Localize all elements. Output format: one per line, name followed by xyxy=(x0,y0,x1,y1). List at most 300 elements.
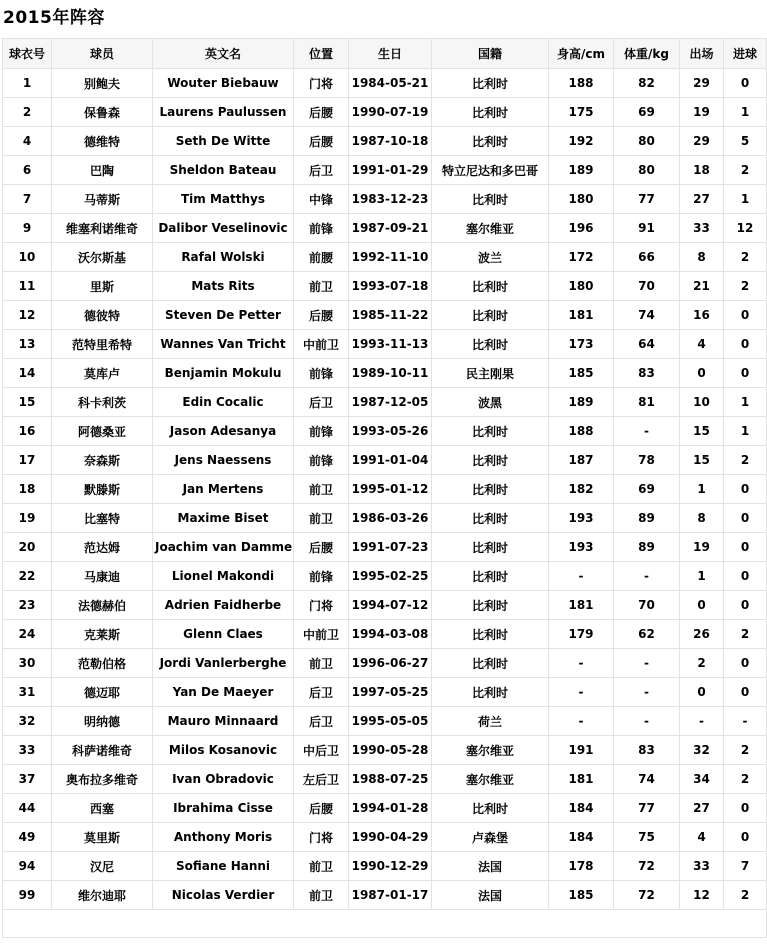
cell: Jordi Vanlerberghe xyxy=(153,649,294,678)
cell: 德彼特 xyxy=(52,301,153,330)
cell: 荷兰 xyxy=(432,707,549,736)
cell: 20 xyxy=(3,533,52,562)
cell: 19 xyxy=(680,533,724,562)
cell: 门将 xyxy=(294,591,349,620)
cell: 维尔迪耶 xyxy=(52,881,153,910)
cell: 18 xyxy=(3,475,52,504)
cell: 74 xyxy=(614,765,680,794)
cell: Glenn Claes xyxy=(153,620,294,649)
cell: 181 xyxy=(549,765,614,794)
cell: Benjamin Mokulu xyxy=(153,359,294,388)
table-row xyxy=(3,794,767,823)
cell: 181 xyxy=(549,591,614,620)
cell: 181 xyxy=(549,301,614,330)
cell: 64 xyxy=(614,330,680,359)
cell: 汉尼 xyxy=(52,852,153,881)
cell: 33 xyxy=(3,736,52,765)
cell: Maxime Biset xyxy=(153,504,294,533)
cell: 99 xyxy=(3,881,52,910)
cell: Dalibor Veselinovic xyxy=(153,214,294,243)
cell: 法德赫伯 xyxy=(52,591,153,620)
cell: 18 xyxy=(680,156,724,185)
cell: 8 xyxy=(680,243,724,272)
cell: 比利时 xyxy=(432,504,549,533)
cell: 1987-10-18 xyxy=(349,127,432,156)
cell: 12 xyxy=(3,301,52,330)
cell: 科卡利茨 xyxy=(52,388,153,417)
cell: 26 xyxy=(680,620,724,649)
cell: 33 xyxy=(680,852,724,881)
cell: 66 xyxy=(614,243,680,272)
cell: - xyxy=(680,707,724,736)
cell: 1987-01-17 xyxy=(349,881,432,910)
cell: 0 xyxy=(724,533,767,562)
cell: 1989-10-11 xyxy=(349,359,432,388)
column-header-1: 球员 xyxy=(52,39,153,69)
header-row xyxy=(3,39,767,69)
cell: 范勒伯格 xyxy=(52,649,153,678)
cell: 6 xyxy=(3,156,52,185)
cell: 里斯 xyxy=(52,272,153,301)
cell: 0 xyxy=(724,504,767,533)
cell: 83 xyxy=(614,359,680,388)
cell: 77 xyxy=(614,185,680,214)
column-header-2: 英文名 xyxy=(153,39,294,69)
table-row xyxy=(3,649,767,678)
cell: 180 xyxy=(549,272,614,301)
cell: 比利时 xyxy=(432,678,549,707)
cell: 16 xyxy=(680,301,724,330)
cell: 塞尔维亚 xyxy=(432,214,549,243)
cell: 阿德桑亚 xyxy=(52,417,153,446)
cell: 2 xyxy=(724,620,767,649)
cell: 49 xyxy=(3,823,52,852)
cell: 77 xyxy=(614,794,680,823)
cell: 特立尼达和多巴哥 xyxy=(432,156,549,185)
table-row xyxy=(3,475,767,504)
cell: Anthony Moris xyxy=(153,823,294,852)
cell: 0 xyxy=(680,359,724,388)
cell: 门将 xyxy=(294,69,349,98)
cell: 比利时 xyxy=(432,127,549,156)
cell: 94 xyxy=(3,852,52,881)
cell: 后卫 xyxy=(294,156,349,185)
cell: 2 xyxy=(724,272,767,301)
cell: 比利时 xyxy=(432,185,549,214)
cell: 24 xyxy=(3,620,52,649)
cell: 80 xyxy=(614,156,680,185)
cell: 7 xyxy=(724,852,767,881)
cell: 27 xyxy=(680,794,724,823)
cell: 1993-07-18 xyxy=(349,272,432,301)
cell: 波兰 xyxy=(432,243,549,272)
table-row xyxy=(3,591,767,620)
cell: 182 xyxy=(549,475,614,504)
cell: 184 xyxy=(549,794,614,823)
cell: 法国 xyxy=(432,881,549,910)
cell: Wouter Biebauw xyxy=(153,69,294,98)
cell: 前锋 xyxy=(294,214,349,243)
cell: - xyxy=(724,707,767,736)
cell: 1990-12-29 xyxy=(349,852,432,881)
cell: 中前卫 xyxy=(294,330,349,359)
cell: - xyxy=(614,649,680,678)
cell: 192 xyxy=(549,127,614,156)
cell: 范达姆 xyxy=(52,533,153,562)
cell: 后卫 xyxy=(294,388,349,417)
cell: 69 xyxy=(614,475,680,504)
cell: 后腰 xyxy=(294,98,349,127)
cell: 1991-07-23 xyxy=(349,533,432,562)
cell: 2 xyxy=(3,98,52,127)
cell: 1996-06-27 xyxy=(349,649,432,678)
cell: 81 xyxy=(614,388,680,417)
cell: 27 xyxy=(680,185,724,214)
cell: Laurens Paulussen xyxy=(153,98,294,127)
cell: - xyxy=(549,562,614,591)
cell: 比利时 xyxy=(432,69,549,98)
cell: 1 xyxy=(680,562,724,591)
cell: 1 xyxy=(724,185,767,214)
column-header-0: 球衣号 xyxy=(3,39,52,69)
cell: 23 xyxy=(3,591,52,620)
cell: 比利时 xyxy=(432,533,549,562)
cell: 7 xyxy=(3,185,52,214)
cell: 1 xyxy=(3,69,52,98)
squad-table-header xyxy=(3,39,767,69)
cell: 178 xyxy=(549,852,614,881)
cell: 后腰 xyxy=(294,794,349,823)
cell: 1987-12-05 xyxy=(349,388,432,417)
cell: 莫库卢 xyxy=(52,359,153,388)
cell: 1986-03-26 xyxy=(349,504,432,533)
cell: Jan Mertens xyxy=(153,475,294,504)
cell: 32 xyxy=(3,707,52,736)
cell: 196 xyxy=(549,214,614,243)
cell: Ivan Obradovic xyxy=(153,765,294,794)
cell: 0 xyxy=(724,678,767,707)
cell: 左后卫 xyxy=(294,765,349,794)
cell: 前卫 xyxy=(294,504,349,533)
table-row xyxy=(3,185,767,214)
cell: 2 xyxy=(724,446,767,475)
cell: 172 xyxy=(549,243,614,272)
cell: 2 xyxy=(724,765,767,794)
column-header-4: 生日 xyxy=(349,39,432,69)
column-header-8: 出场 xyxy=(680,39,724,69)
cell: Tim Matthys xyxy=(153,185,294,214)
cell: 30 xyxy=(3,649,52,678)
cell: 184 xyxy=(549,823,614,852)
table-row xyxy=(3,678,767,707)
column-header-9: 进球 xyxy=(724,39,767,69)
cell: 62 xyxy=(614,620,680,649)
table-row xyxy=(3,127,767,156)
cell: 1991-01-29 xyxy=(349,156,432,185)
cell: 78 xyxy=(614,446,680,475)
cell: Steven De Petter xyxy=(153,301,294,330)
cell: Jason Adesanya xyxy=(153,417,294,446)
cell: 1994-01-28 xyxy=(349,794,432,823)
cell: 32 xyxy=(680,736,724,765)
cell: 0 xyxy=(724,823,767,852)
cell: 72 xyxy=(614,852,680,881)
cell: 5 xyxy=(724,127,767,156)
cell: 中后卫 xyxy=(294,736,349,765)
cell: 15 xyxy=(680,417,724,446)
cell: 1992-11-10 xyxy=(349,243,432,272)
cell: - xyxy=(614,417,680,446)
cell: 后腰 xyxy=(294,533,349,562)
cell: 1988-07-25 xyxy=(349,765,432,794)
table-row xyxy=(3,533,767,562)
cell: 别鲍夫 xyxy=(52,69,153,98)
cell: 中锋 xyxy=(294,185,349,214)
cell: 11 xyxy=(3,272,52,301)
cell: 比利时 xyxy=(432,620,549,649)
cell: 83 xyxy=(614,736,680,765)
cell: Sofiane Hanni xyxy=(153,852,294,881)
column-header-3: 位置 xyxy=(294,39,349,69)
cell: 前卫 xyxy=(294,475,349,504)
table-row xyxy=(3,214,767,243)
cell: 69 xyxy=(614,98,680,127)
cell: 沃尔斯基 xyxy=(52,243,153,272)
table-row xyxy=(3,243,767,272)
cell: 193 xyxy=(549,504,614,533)
cell: 维塞利诺维奇 xyxy=(52,214,153,243)
cell: 10 xyxy=(3,243,52,272)
cell: 后腰 xyxy=(294,301,349,330)
cell: 1995-02-25 xyxy=(349,562,432,591)
cell: 1990-07-19 xyxy=(349,98,432,127)
cell: 14 xyxy=(3,359,52,388)
cell: 29 xyxy=(680,127,724,156)
cell: 188 xyxy=(549,417,614,446)
cell: - xyxy=(549,707,614,736)
cell: - xyxy=(614,707,680,736)
cell: 22 xyxy=(3,562,52,591)
cell: 前腰 xyxy=(294,243,349,272)
cell: Jens Naessens xyxy=(153,446,294,475)
table-row xyxy=(3,330,767,359)
empty-cell xyxy=(3,910,767,938)
table-row xyxy=(3,765,767,794)
cell: 莫里斯 xyxy=(52,823,153,852)
cell: 0 xyxy=(724,649,767,678)
cell: 187 xyxy=(549,446,614,475)
column-header-5: 国籍 xyxy=(432,39,549,69)
cell: 2 xyxy=(724,736,767,765)
cell: 1 xyxy=(724,98,767,127)
cell: 19 xyxy=(680,98,724,127)
cell: Joachim van Damme xyxy=(153,533,294,562)
cell: 前锋 xyxy=(294,359,349,388)
cell: 比利时 xyxy=(432,649,549,678)
cell: 保鲁森 xyxy=(52,98,153,127)
cell: Mats Rits xyxy=(153,272,294,301)
cell: 波黑 xyxy=(432,388,549,417)
cell: 175 xyxy=(549,98,614,127)
cell: - xyxy=(614,562,680,591)
cell: Lionel Makondi xyxy=(153,562,294,591)
squad-table-body xyxy=(3,69,767,938)
cell: Ibrahima Cisse xyxy=(153,794,294,823)
cell: 奥布拉多维奇 xyxy=(52,765,153,794)
cell: 82 xyxy=(614,69,680,98)
cell: 89 xyxy=(614,504,680,533)
cell: 卢森堡 xyxy=(432,823,549,852)
cell: 民主刚果 xyxy=(432,359,549,388)
cell: 门将 xyxy=(294,823,349,852)
cell: 0 xyxy=(680,591,724,620)
cell: 西塞 xyxy=(52,794,153,823)
cell: 塞尔维亚 xyxy=(432,765,549,794)
cell: Milos Kosanovic xyxy=(153,736,294,765)
cell: 1993-11-13 xyxy=(349,330,432,359)
cell: 44 xyxy=(3,794,52,823)
cell: 马康迪 xyxy=(52,562,153,591)
cell: - xyxy=(614,678,680,707)
cell: 0 xyxy=(680,678,724,707)
cell: 185 xyxy=(549,359,614,388)
cell: 1995-01-12 xyxy=(349,475,432,504)
cell: 91 xyxy=(614,214,680,243)
cell: Adrien Faidherbe xyxy=(153,591,294,620)
cell: 1990-04-29 xyxy=(349,823,432,852)
cell: 比塞特 xyxy=(52,504,153,533)
table-row xyxy=(3,388,767,417)
cell: 33 xyxy=(680,214,724,243)
table-row xyxy=(3,359,767,388)
table-row xyxy=(3,69,767,98)
cell: 0 xyxy=(724,301,767,330)
table-row xyxy=(3,98,767,127)
page-title: 2015年阵容 xyxy=(3,8,105,28)
squad-table xyxy=(2,38,767,938)
cell: 0 xyxy=(724,359,767,388)
table-row xyxy=(3,707,767,736)
cell: Mauro Minnaard xyxy=(153,707,294,736)
cell: 后卫 xyxy=(294,678,349,707)
cell: 比利时 xyxy=(432,417,549,446)
cell: 0 xyxy=(724,591,767,620)
cell: 2 xyxy=(724,881,767,910)
cell: 29 xyxy=(680,69,724,98)
cell: 15 xyxy=(680,446,724,475)
cell: 2 xyxy=(724,156,767,185)
cell: Rafal Wolski xyxy=(153,243,294,272)
cell: Sheldon Bateau xyxy=(153,156,294,185)
table-row xyxy=(3,823,767,852)
cell: 4 xyxy=(3,127,52,156)
cell: 80 xyxy=(614,127,680,156)
cell: 1997-05-25 xyxy=(349,678,432,707)
cell: 前卫 xyxy=(294,272,349,301)
cell: 比利时 xyxy=(432,330,549,359)
table-row xyxy=(3,417,767,446)
table-row xyxy=(3,446,767,475)
cell: 0 xyxy=(724,330,767,359)
cell: 189 xyxy=(549,388,614,417)
cell: Edin Cocalic xyxy=(153,388,294,417)
cell: 31 xyxy=(3,678,52,707)
cell: 12 xyxy=(680,881,724,910)
cell: 塞尔维亚 xyxy=(432,736,549,765)
cell: 马蒂斯 xyxy=(52,185,153,214)
cell: 奈森斯 xyxy=(52,446,153,475)
cell: 1994-07-12 xyxy=(349,591,432,620)
cell: 1990-05-28 xyxy=(349,736,432,765)
cell: 4 xyxy=(680,823,724,852)
cell: 4 xyxy=(680,330,724,359)
cell: 0 xyxy=(724,562,767,591)
table-row xyxy=(3,562,767,591)
cell: 21 xyxy=(680,272,724,301)
cell: 34 xyxy=(680,765,724,794)
cell: 1995-05-05 xyxy=(349,707,432,736)
cell: 16 xyxy=(3,417,52,446)
table-row xyxy=(3,301,767,330)
cell: 1993-05-26 xyxy=(349,417,432,446)
cell: 75 xyxy=(614,823,680,852)
cell: 法国 xyxy=(432,852,549,881)
cell: 1994-03-08 xyxy=(349,620,432,649)
cell: Seth De Witte xyxy=(153,127,294,156)
cell: 比利时 xyxy=(432,301,549,330)
cell: 9 xyxy=(3,214,52,243)
cell: 2 xyxy=(680,649,724,678)
table-row xyxy=(3,881,767,910)
cell: 后卫 xyxy=(294,707,349,736)
cell: 德迈耶 xyxy=(52,678,153,707)
cell: 2 xyxy=(724,243,767,272)
cell: 0 xyxy=(724,794,767,823)
cell: 89 xyxy=(614,533,680,562)
cell: 巴陶 xyxy=(52,156,153,185)
cell: 12 xyxy=(724,214,767,243)
cell: 比利时 xyxy=(432,98,549,127)
cell: 188 xyxy=(549,69,614,98)
cell: 1984-05-21 xyxy=(349,69,432,98)
cell: 37 xyxy=(3,765,52,794)
cell: 180 xyxy=(549,185,614,214)
cell: - xyxy=(549,649,614,678)
cell: 179 xyxy=(549,620,614,649)
cell: 191 xyxy=(549,736,614,765)
cell: 74 xyxy=(614,301,680,330)
cell: 193 xyxy=(549,533,614,562)
cell: 13 xyxy=(3,330,52,359)
cell: Wannes Van Tricht xyxy=(153,330,294,359)
table-row xyxy=(3,736,767,765)
cell: 1 xyxy=(724,417,767,446)
cell: 10 xyxy=(680,388,724,417)
cell: 17 xyxy=(3,446,52,475)
cell: Yan De Maeyer xyxy=(153,678,294,707)
cell: 173 xyxy=(549,330,614,359)
cell: 德维特 xyxy=(52,127,153,156)
cell: - xyxy=(549,678,614,707)
table-row xyxy=(3,620,767,649)
cell: 比利时 xyxy=(432,794,549,823)
cell: 后腰 xyxy=(294,127,349,156)
cell: 19 xyxy=(3,504,52,533)
cell: 比利时 xyxy=(432,591,549,620)
cell: 前卫 xyxy=(294,649,349,678)
cell: 比利时 xyxy=(432,475,549,504)
cell: 185 xyxy=(549,881,614,910)
